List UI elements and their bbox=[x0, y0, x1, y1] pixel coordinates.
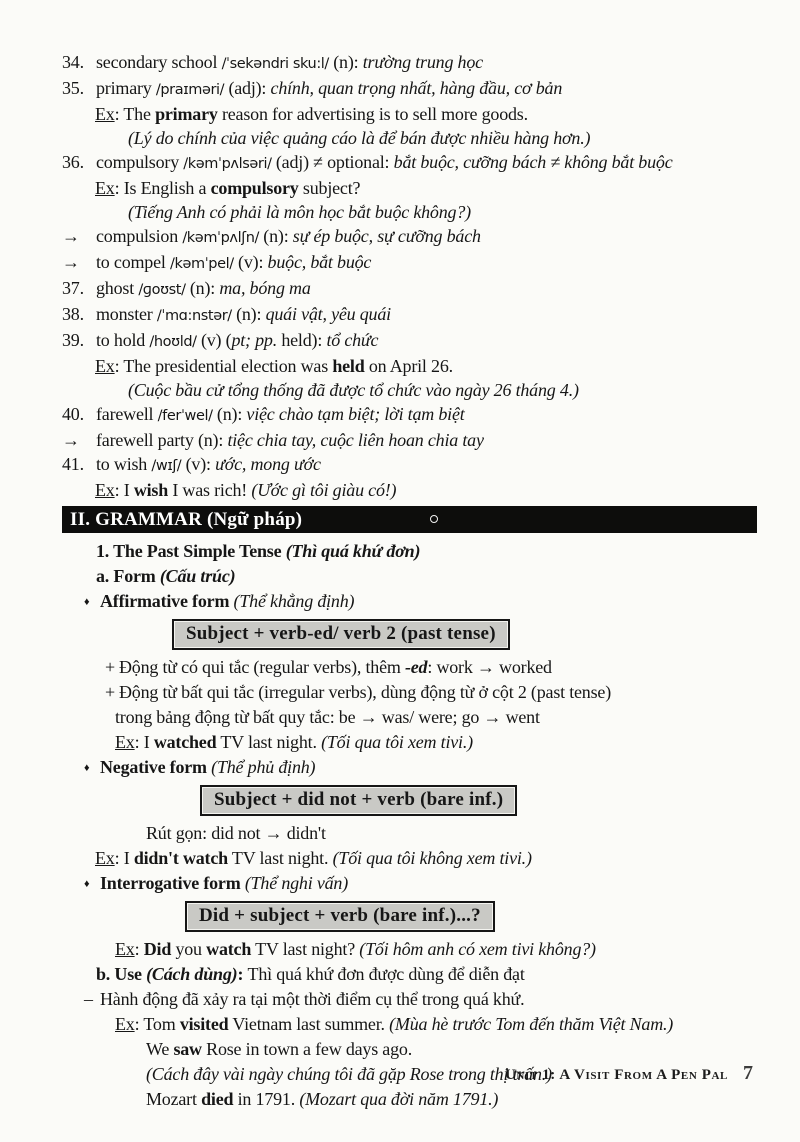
text-segment: monster bbox=[96, 304, 157, 324]
text-segment: saw bbox=[173, 1039, 202, 1059]
text-line bbox=[62, 539, 757, 564]
text-segment: I was rich! bbox=[168, 480, 252, 500]
text-segment: compulsory bbox=[96, 152, 184, 172]
text-line bbox=[62, 224, 757, 250]
text-segment: : work → worked bbox=[427, 657, 552, 677]
text-segment: tổ chức bbox=[326, 330, 379, 350]
text-segment: : Is English a bbox=[114, 178, 211, 198]
text-segment: Ex bbox=[95, 178, 115, 198]
text-segment: (Cấu trúc) bbox=[159, 566, 236, 586]
line-marker: 37. bbox=[62, 278, 84, 298]
text-segment: primary bbox=[96, 78, 156, 98]
text-segment: Hành động đã xảy ra tại một thời điểm cụ thể trong quá khứ. bbox=[100, 989, 525, 1009]
text-segment: : I bbox=[114, 480, 134, 500]
formula-box: Subject + did not + verb (bare inf.) bbox=[200, 785, 517, 816]
text-segment: TV last night? bbox=[251, 939, 360, 959]
text-segment: (n): bbox=[328, 52, 363, 72]
line-marker: + bbox=[105, 682, 115, 702]
text-segment: : bbox=[134, 939, 144, 959]
text-segment: died bbox=[201, 1089, 234, 1109]
text-segment: ước, mong ước bbox=[215, 454, 321, 474]
text-segment: /ferˈwel/ bbox=[157, 408, 213, 424]
text-segment: /hoʊld/ bbox=[149, 334, 197, 350]
ring-mark-icon bbox=[430, 515, 438, 523]
text-segment: (Cuộc bầu cử tổng thống đã được tổ chức vào ngày 26 tháng 4.) bbox=[128, 380, 579, 400]
text-segment: (n): bbox=[231, 304, 266, 324]
text-line bbox=[62, 452, 757, 478]
line-marker: ♦ bbox=[84, 596, 90, 608]
text-segment: Ex bbox=[115, 1014, 135, 1034]
vocabulary-list bbox=[62, 50, 757, 502]
text-segment: held): bbox=[277, 330, 327, 350]
line-marker: – bbox=[84, 989, 93, 1009]
text-segment: Thì quá khứ đơn được dùng để diễn đạt bbox=[247, 964, 525, 984]
text-segment: (Thì quá khứ đơn) bbox=[285, 541, 421, 561]
text-segment: (Tối qua tôi không xem tivi.) bbox=[332, 848, 532, 868]
text-line bbox=[62, 846, 757, 871]
text-segment: /kəmˈpʌlsəri/ bbox=[183, 156, 272, 172]
text-segment: compulsory bbox=[210, 178, 299, 198]
text-line bbox=[62, 962, 757, 987]
text-segment: trong bảng động từ bất quy tắc: be → was/ were; go → went bbox=[115, 707, 540, 727]
text-segment: (n): bbox=[212, 404, 247, 424]
footer-unit-label: Unit 1: A Visit From A Pen Pal bbox=[504, 1067, 728, 1083]
text-segment: /kəmˈpʌlʃn/ bbox=[182, 230, 259, 246]
text-segment: Affirmative form bbox=[100, 591, 234, 611]
text-segment: tiệc chia tay, cuộc liên hoan chia tay bbox=[227, 430, 484, 450]
text-line bbox=[62, 150, 757, 176]
line-marker: 39. bbox=[62, 330, 84, 350]
text-segment: Ex bbox=[95, 356, 115, 376]
text-segment: subject? bbox=[298, 178, 361, 198]
text-line bbox=[62, 402, 757, 428]
text-segment: farewell bbox=[96, 404, 158, 424]
text-line bbox=[62, 680, 757, 705]
line-marker: 38. bbox=[62, 304, 84, 324]
text-segment: /ɡoʊst/ bbox=[138, 282, 186, 298]
text-segment: to wish bbox=[96, 454, 152, 474]
text-line bbox=[62, 987, 757, 1012]
text-segment: (Cách dùng) bbox=[146, 964, 238, 984]
text-segment: on April 26. bbox=[364, 356, 453, 376]
text-line bbox=[62, 730, 757, 755]
text-segment: /praɪməri/ bbox=[155, 82, 225, 98]
line-marker: ♦ bbox=[84, 878, 90, 890]
text-segment: -ed bbox=[404, 657, 428, 677]
text-segment: (Tối hôm anh có xem tivi không?) bbox=[359, 939, 596, 959]
line-marker: ♦ bbox=[84, 762, 90, 774]
text-segment: pt; pp. bbox=[231, 330, 278, 350]
text-line bbox=[62, 1012, 757, 1037]
text-line bbox=[62, 250, 757, 276]
text-segment: : Tom bbox=[134, 1014, 180, 1034]
text-segment: We bbox=[146, 1039, 174, 1059]
text-segment: reason for advertising is to sell more goods. bbox=[217, 104, 528, 124]
formula-row bbox=[62, 901, 757, 932]
text-segment: /wɪʃ/ bbox=[151, 458, 182, 474]
text-segment: bắt buộc, cưỡng bách ≠ không bắt buộc bbox=[393, 152, 673, 172]
text-segment: (adj): bbox=[224, 78, 271, 98]
text-segment: Rút gọn: did not → didn't bbox=[146, 823, 326, 843]
text-segment: Ex bbox=[95, 104, 115, 124]
formula-row bbox=[62, 619, 757, 650]
text-segment: : The presidential election was bbox=[114, 356, 333, 376]
text-segment: (Cách đây vài ngày chúng tôi đã gặp Rose trong thị trấn.) bbox=[146, 1064, 552, 1084]
text-segment: Ex bbox=[115, 939, 135, 959]
text-segment: Rose in town a few days ago. bbox=[201, 1039, 412, 1059]
text-line bbox=[62, 176, 757, 200]
text-segment: b. Use bbox=[96, 964, 147, 984]
text-line bbox=[62, 655, 757, 680]
grammar-section-header bbox=[62, 506, 757, 533]
text-segment: /ˈsekəndri sku:l/ bbox=[221, 56, 329, 72]
text-segment: Negative form bbox=[100, 757, 212, 777]
text-segment: (Mùa hè trước Tom đến thăm Việt Nam.) bbox=[389, 1014, 674, 1034]
text-segment: Ex bbox=[95, 848, 115, 868]
text-segment: Interrogative form bbox=[100, 873, 245, 893]
text-line bbox=[62, 378, 757, 402]
text-line bbox=[62, 1087, 757, 1112]
text-segment: (Tiếng Anh có phải là môn học bắt buộc không?) bbox=[128, 202, 471, 222]
text-segment: Ex bbox=[115, 732, 135, 752]
text-segment: : The bbox=[114, 104, 156, 124]
text-segment: : I bbox=[134, 732, 154, 752]
text-line bbox=[62, 102, 757, 126]
line-marker: 34. bbox=[62, 52, 84, 72]
text-segment: (Tối qua tôi xem tivi.) bbox=[321, 732, 473, 752]
text-segment: (Lý do chính của việc quảng cáo là để bán được nhiều hàng hơn.) bbox=[128, 128, 591, 148]
text-segment: visited bbox=[179, 1014, 229, 1034]
text-segment: : bbox=[237, 964, 248, 984]
text-segment: to compel bbox=[96, 252, 170, 272]
text-segment: /kəmˈpel/ bbox=[169, 256, 234, 272]
formula-box: Did + subject + verb (bare inf.)...? bbox=[185, 901, 495, 932]
text-segment: trường trung học bbox=[362, 52, 483, 72]
text-segment: watched bbox=[153, 732, 217, 752]
text-segment: farewell party (n): bbox=[96, 430, 228, 450]
text-segment: Ex bbox=[95, 480, 115, 500]
text-segment: (Thể nghi vấn) bbox=[244, 873, 349, 893]
footer-page-number: 7 bbox=[743, 1062, 753, 1084]
text-segment: 1. The Past Simple Tense bbox=[96, 541, 286, 561]
text-line bbox=[62, 302, 757, 328]
grammar-section-body bbox=[62, 539, 757, 1112]
text-line bbox=[62, 589, 757, 614]
grammar-section-title: II. GRAMMAR (Ngữ pháp) bbox=[70, 509, 303, 530]
formula-row bbox=[62, 785, 757, 816]
text-line bbox=[62, 76, 757, 102]
text-line bbox=[62, 478, 757, 502]
text-segment: (v): bbox=[181, 454, 216, 474]
text-segment: (v) ( bbox=[196, 330, 232, 350]
text-segment: (Thể phủ định) bbox=[211, 757, 316, 777]
line-marker: → bbox=[62, 252, 80, 272]
text-segment: quái vật, yêu quái bbox=[265, 304, 391, 324]
page-footer bbox=[505, 1062, 753, 1085]
text-segment: secondary school bbox=[96, 52, 222, 72]
text-segment: Động từ có qui tắc (regular verbs), thêm bbox=[119, 657, 405, 677]
text-line bbox=[62, 821, 757, 846]
text-segment: didn't watch bbox=[133, 848, 228, 868]
text-line bbox=[62, 50, 757, 76]
text-segment: a. Form bbox=[96, 566, 160, 586]
text-line bbox=[62, 276, 757, 302]
line-marker: → bbox=[62, 430, 80, 450]
text-segment: Mozart bbox=[146, 1089, 202, 1109]
text-segment: (n): bbox=[185, 278, 220, 298]
text-segment: held bbox=[332, 356, 365, 376]
text-segment: : I bbox=[114, 848, 134, 868]
line-marker: → bbox=[62, 226, 80, 246]
text-segment: /ˈmɑ:nstər/ bbox=[156, 308, 232, 324]
text-segment: việc chào tạm biệt; lời tạm biệt bbox=[246, 404, 465, 424]
text-segment: sự ép buộc, sự cưỡng bách bbox=[292, 226, 481, 246]
formula-box: Subject + verb-ed/ verb 2 (past tense) bbox=[172, 619, 510, 650]
text-segment: (v): bbox=[233, 252, 268, 272]
text-segment: you bbox=[171, 939, 207, 959]
line-marker: 35. bbox=[62, 78, 84, 98]
line-marker: + bbox=[105, 657, 115, 677]
text-line bbox=[62, 428, 757, 452]
text-segment: TV last night. bbox=[216, 732, 322, 752]
text-segment: ma, bóng ma bbox=[219, 278, 311, 298]
line-marker: 41. bbox=[62, 454, 84, 474]
text-segment: (n): bbox=[259, 226, 293, 246]
text-line bbox=[62, 126, 757, 150]
text-segment: Vietnam last summer. bbox=[228, 1014, 390, 1034]
text-segment: Did bbox=[143, 939, 172, 959]
text-line bbox=[62, 937, 757, 962]
text-segment: (Ước gì tôi giàu có!) bbox=[251, 480, 397, 500]
text-segment: (Thể khẳng định) bbox=[233, 591, 355, 611]
text-segment: primary bbox=[155, 104, 218, 124]
page-content bbox=[62, 50, 757, 1112]
text-line bbox=[62, 871, 757, 896]
text-segment: to hold bbox=[96, 330, 150, 350]
text-segment: watch bbox=[206, 939, 252, 959]
text-line bbox=[62, 564, 757, 589]
text-line bbox=[62, 755, 757, 780]
text-line bbox=[62, 354, 757, 378]
text-segment: wish bbox=[133, 480, 169, 500]
text-segment: chính, quan trọng nhất, hàng đầu, cơ bản bbox=[270, 78, 563, 98]
text-line bbox=[62, 200, 757, 224]
text-segment: compulsion bbox=[96, 226, 183, 246]
text-line bbox=[62, 328, 757, 354]
line-marker: 40. bbox=[62, 404, 84, 424]
text-line bbox=[62, 1037, 757, 1062]
text-segment: (adj) ≠ optional: bbox=[271, 152, 394, 172]
text-line bbox=[62, 705, 757, 730]
text-segment: in 1791. bbox=[233, 1089, 300, 1109]
text-segment: TV last night. bbox=[227, 848, 333, 868]
line-marker: 36. bbox=[62, 152, 84, 172]
text-segment: ghost bbox=[96, 278, 139, 298]
text-segment: Động từ bất qui tắc (irregular verbs), dùng động từ ở cột 2 (past tense) bbox=[119, 682, 611, 702]
text-segment: buộc, bắt buộc bbox=[267, 252, 372, 272]
text-segment: (Mozart qua đời năm 1791.) bbox=[299, 1089, 499, 1109]
